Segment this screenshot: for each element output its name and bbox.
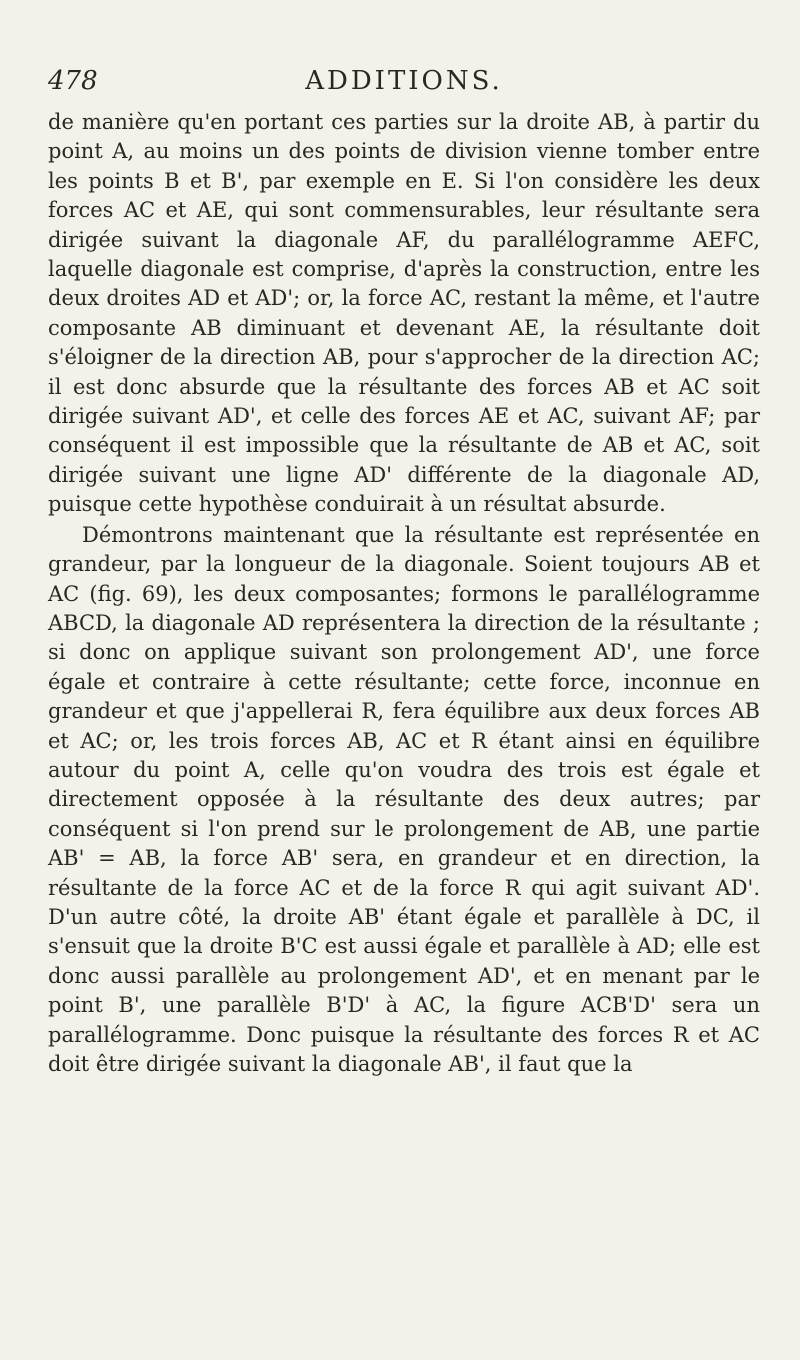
body-text	[48, 108, 760, 1079]
paragraph-continuation: de manière qu'en portant ces parties sur la droite AB, à partir du point A, au moins un des points de division vienne tomber entre les points B et B', par exemple en E. Si l'on considère les deux forces AC et AE, qui sont commensurables, leur résultante sera dirigée suivant la diagonale AF, du parallélogramme AEFC, laquelle diagonale est comprise, d'après la construction, entre les deux droites AD et AD'; or, la force AC, restant la même, et l'autre composante AB diminuant et devenant AE, la résultante doit s'éloigner de la direction AB, pour s'approcher de la direction AC; il est donc absurde que la résultante des forces AB et AC soit dirigée suivant AD', et celle des forces AE et AC, suivant AF; par conséquent il est impossible que la résultante de AB et AC, soit dirigée suivant une ligne AD' différente de la diagonale AD, puisque cette hypothèse conduirait à un résultat absurde.	[48, 110, 760, 517]
page-header	[48, 66, 760, 102]
running-title: ADDITIONS.	[305, 66, 503, 96]
paragraph-resultant-magnitude: Démontrons maintenant que la résultante est représentée en grandeur, par la longueur de la diagonale. Soient toujours AB et AC (fig. 69), les deux composantes; formons le parallélogramme ABCD, la diagonale AD représentera la direction de la résultante ; si donc on applique suivant son prolongement AD', une force égale et contraire à cette résultante; cette force, inconnue en grandeur et que j'appellerai R, fera équilibre aux deux forces AB et AC; or, les trois forces AB, AC et R étant ainsi en équilibre autour du point A, celle qu'on voudra des trois est égale et directement opposée à la résultante des deux autres; par conséquent si l'on prend sur le prolongement de AB, une partie AB' = AB, la force AB' sera, en grandeur et en direction, la résultante de la force AC et de la force R qui agit suivant AD'. D'un autre côté, la droite AB' étant égale et parallèle à DC, il s'ensuit que la droite B'C est aussi égale et parallèle à AD; elle est donc aussi parallèle au prolongement AD', et en menant par le point B', une parallèle B'D' à AC, la figure ACB'D' sera un parallélogramme. Donc puisque la résultante des forces R et AC doit être dirigée suivant la diagonale AB', il faut que la	[48, 522, 760, 1076]
page-number: 478	[48, 66, 98, 96]
